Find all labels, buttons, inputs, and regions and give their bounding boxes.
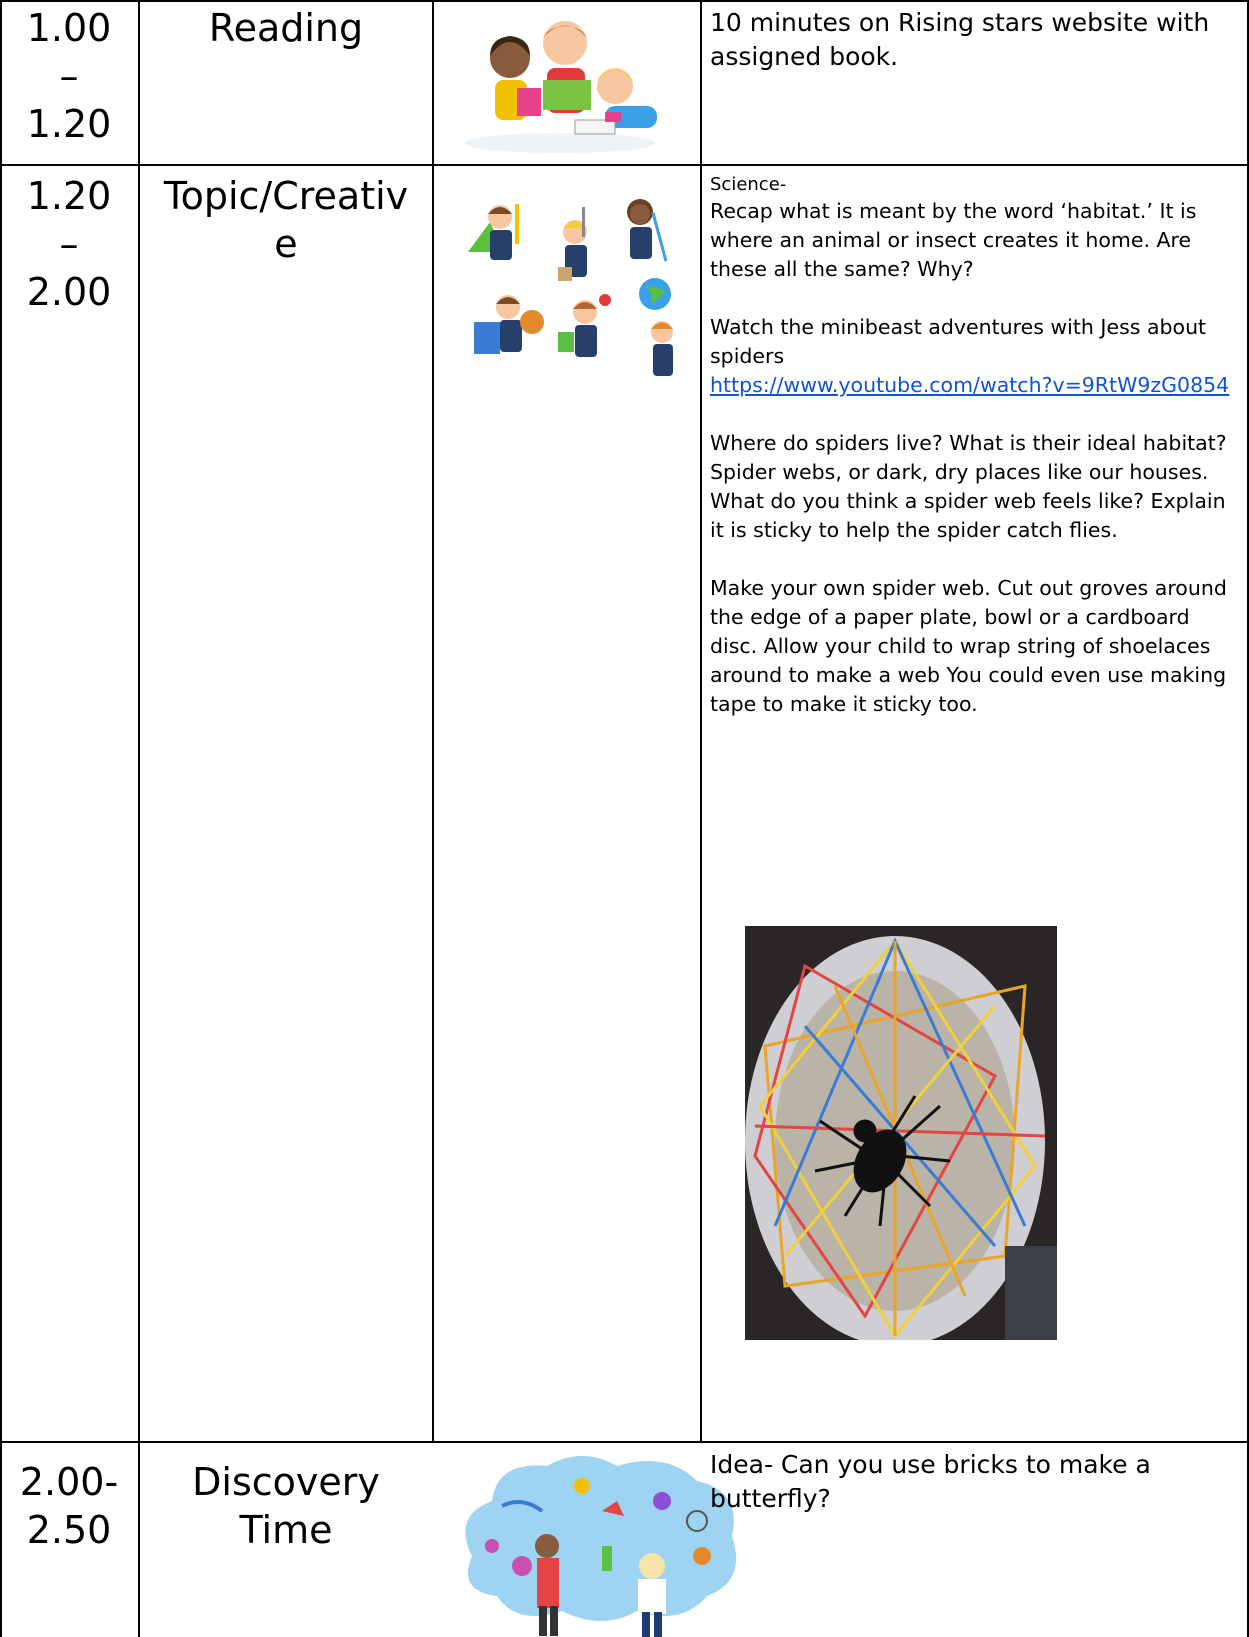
row3-time: 2.00- 2.50 [19,1460,119,1552]
row2-time: 1.20 – 2.00 [26,174,112,314]
column-divider-2 [432,0,434,1443]
table-border-top [0,0,1249,2]
row2-subject: Topic/Creativ e [163,174,409,266]
row1-description: 10 minutes on Rising stars website with assigned book. [710,8,1210,71]
children-reading-illustration [455,8,665,158]
row-divider-2 [0,1441,1249,1443]
children-with-school-items-illustration [460,182,680,392]
row2-description: Science- Recap what is meant by the word ‘habitat.’ It is where an animal or insect creates it home. Are these all the same? Why? Watch the minibeast adventures with Jess about spiders https://www.youtube.com/watch?v=9RtW9zG0854 Where do spiders live? What is their ideal habitat? Spider webs, or dark, dry places like our houses. What do you think a spider web feels like? Explain it is sticky to help the spider catch flies. Make your own spider web. Cut out groves around the edge of a paper plate, bowl or a cardboard disc. Allow your child to wrap string of shoelaces around to make a web You could even use making tape to make it sticky too. [710,174,1230,716]
row1-subject: Reading [208,6,364,50]
row-divider-1 [0,164,1249,166]
row3-description: Idea- Can you use bricks to make a butterfly? [710,1450,1151,1513]
scientists-discovery-cloud-illustration [452,1446,747,1637]
column-divider-3 [700,0,702,1443]
row1-time: 1.00 – 1.20 [26,6,112,146]
paper-plate-spider-web-photo [745,926,1057,1340]
row3-subject: Discovery Time [192,1460,380,1552]
youtube-video-link[interactable]: https://www.youtube.com/watch?v=9RtW9zG0854 [710,373,1230,397]
